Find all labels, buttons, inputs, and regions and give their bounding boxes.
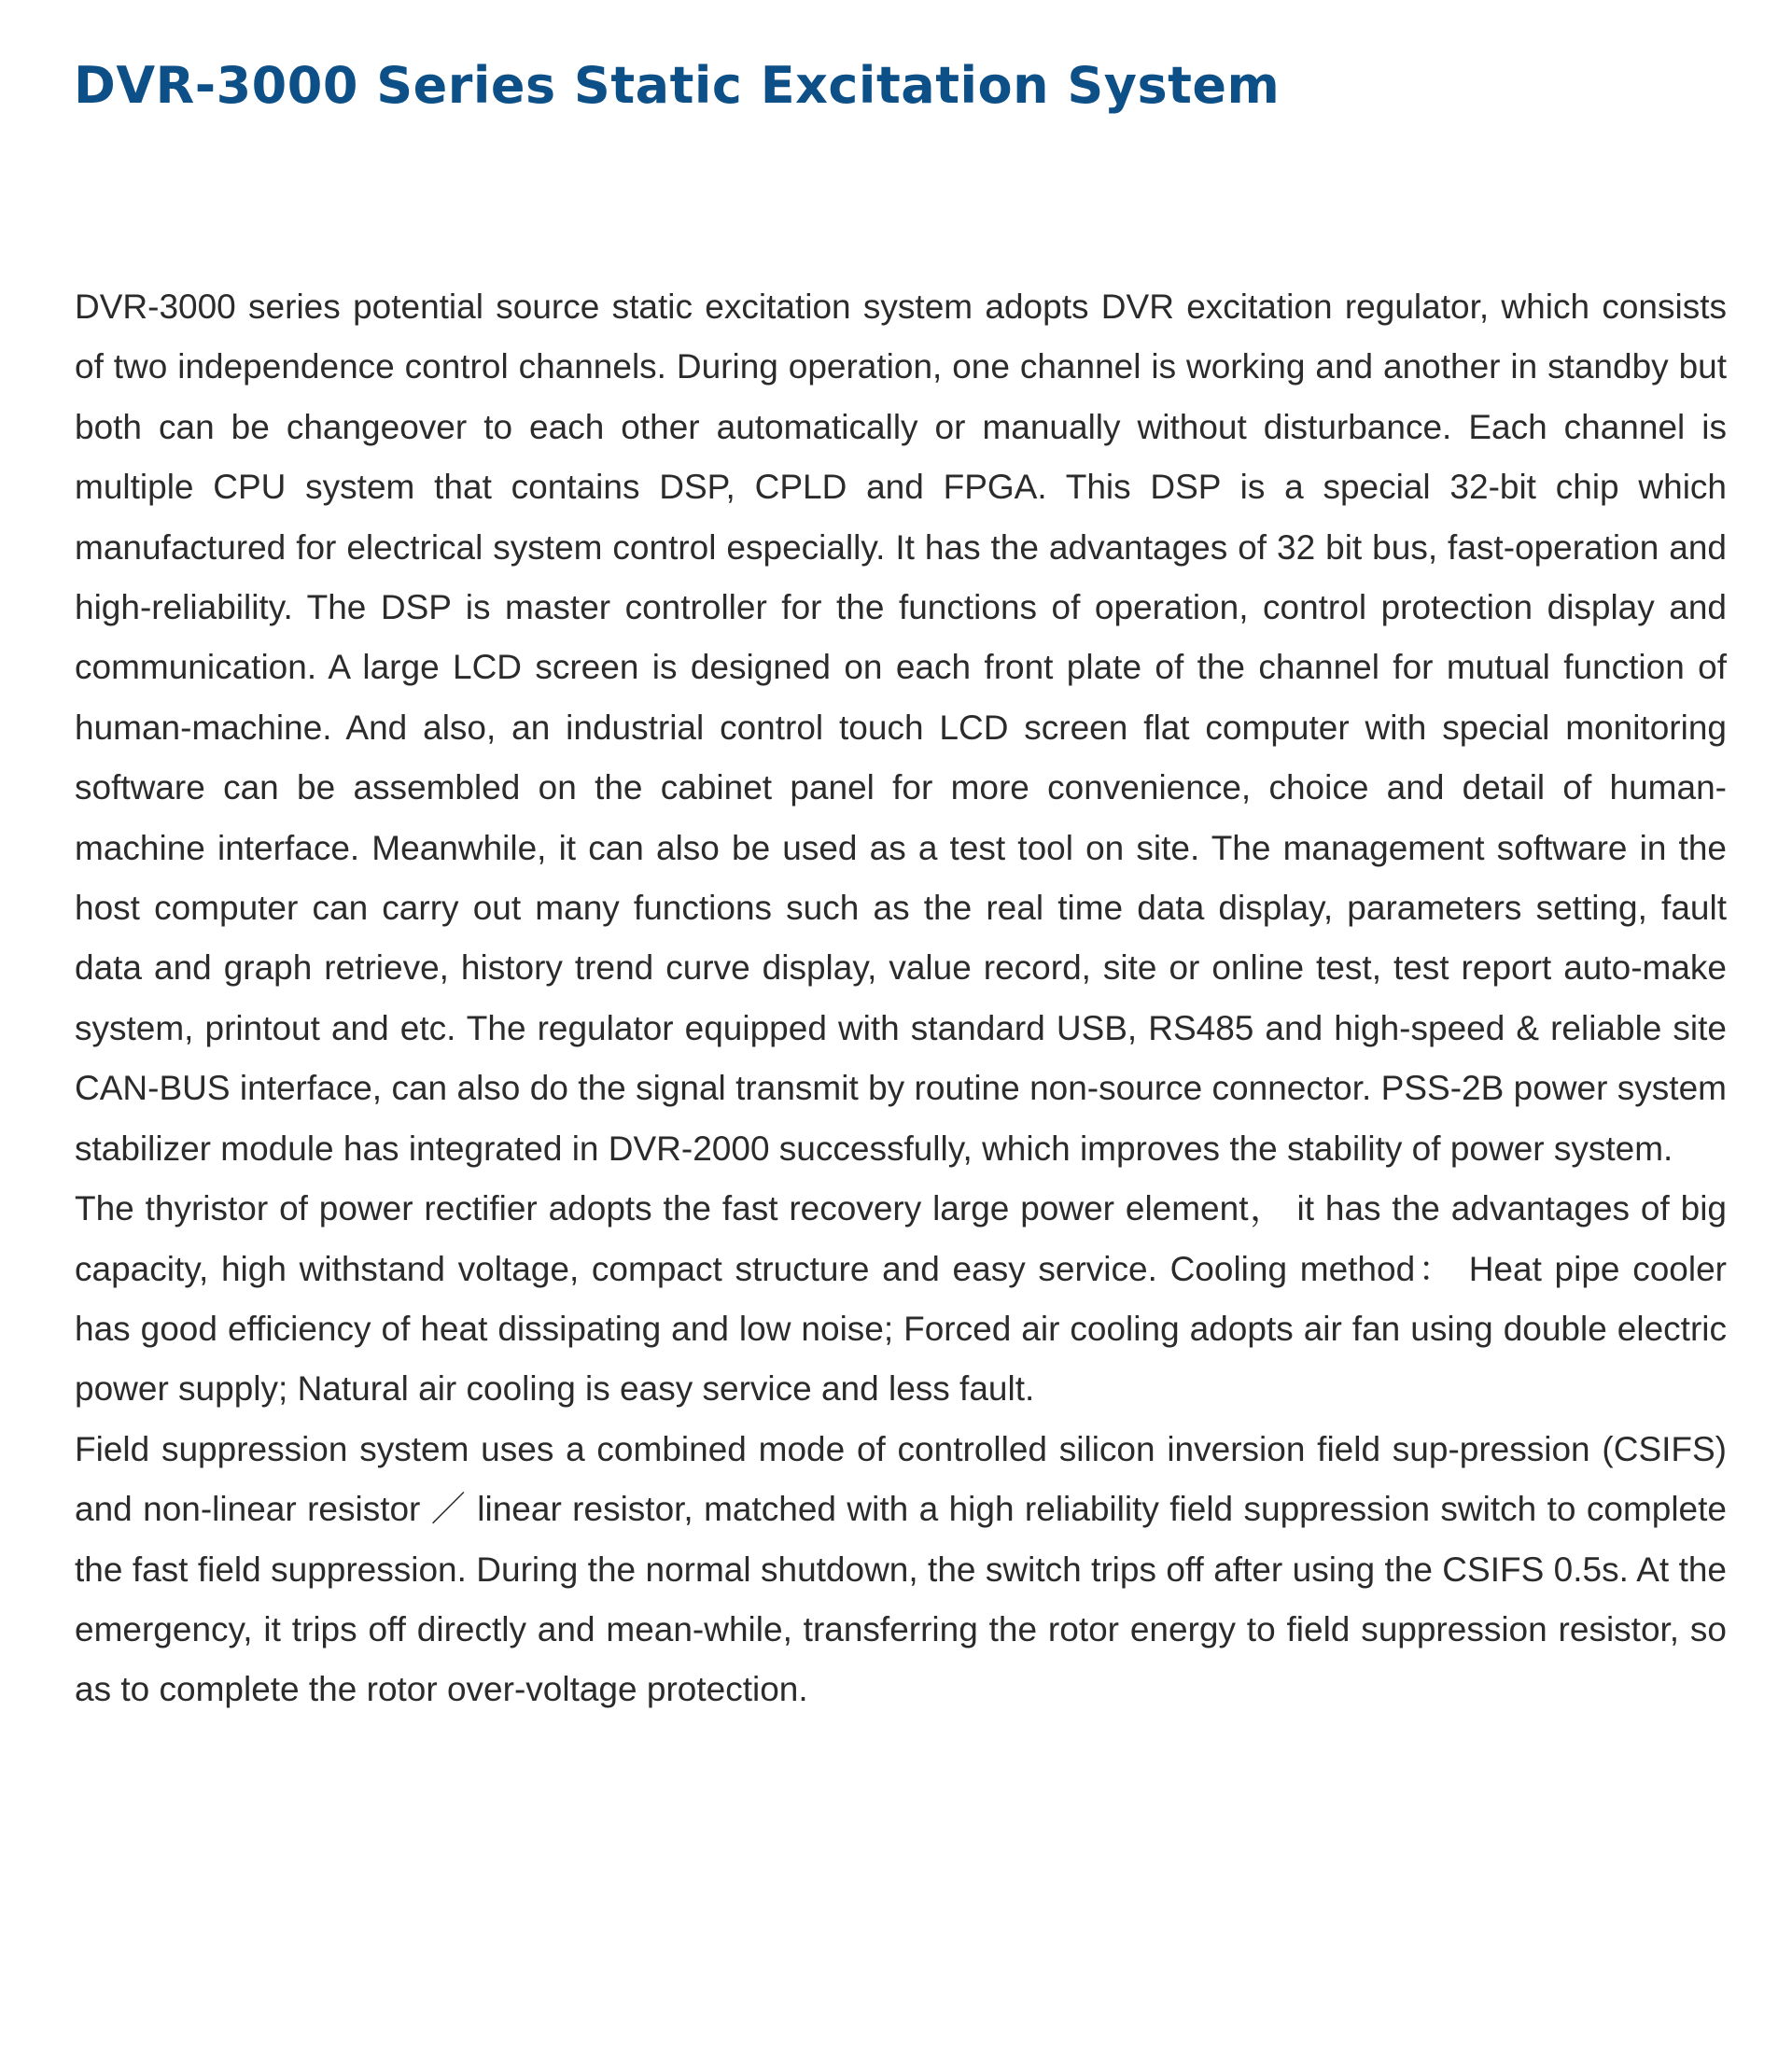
document-body: [75, 277, 1727, 1720]
paragraph-field-suppression: Field suppression system uses a combined mode of controlled silicon inversion field sup-pression (CSIFS) and non-linear resistor ／ linear resistor, matched with a high reliability field suppression switch to complete the fast field suppression. During the normal shutdown, the switch trips off after using the CSIFS 0.5s. At the emergency, it trips off directly and mean-while, transferring the rotor energy to field suppression resistor, so as to complete the rotor over-voltage protection.: [75, 1429, 1727, 1709]
paragraph-regulator-overview: DVR-3000 series potential source static excitation system adopts DVR excitation regulator, which consists of two independence control channels. During operation, one channel is working and another in standby but both can be changeover to each other automatically or manually without disturbance. Each channel is multiple CPU system that contains DSP, CPLD and FPGA. This DSP is a special 32-bit chip which manufactured for electrical system control especially. It has the advantages of 32 bit bus, fast-operation and high-reliability. The DSP is master controller for the functions of operation, control protection display and communication. A large LCD screen is designed on each front plate of the channel for mutual function of human-machine. And also, an industrial control touch LCD screen flat computer with special monitoring software can be assembled on the cabinet panel for more convenience, choice and detail of human-machine interface. Meanwhile, it can also be used as a test tool on site. The management software in the host computer can carry out many functions such as the real time data display, parameters setting, fault data and graph retrieve, history trend curve display, value record, site or online test, test report auto-make system, printout and etc. The regulator equipped with standard USB, RS485 and high-speed & reliable site CAN-BUS interface, can also do the signal transmit by routine non-source connector. PSS-2B power system stabilizer module has integrated in DVR-2000 successfully, which improves the stability of power system.: [75, 288, 1727, 1168]
page-title: DVR-3000 Series Static Excitation System: [74, 56, 1281, 115]
paragraph-thyristor-cooling: The thyristor of power rectifier adopts the fast recovery large power element， it has the advantages of big capacity, high withstand voltage, compact structure and easy service. Cooling method： Heat pipe cooler has good efficiency of heat dissipating and low noise; Forced air cooling adopts air fan using double electric power supply; Natural air cooling is easy service and less fault.: [75, 1189, 1727, 1409]
